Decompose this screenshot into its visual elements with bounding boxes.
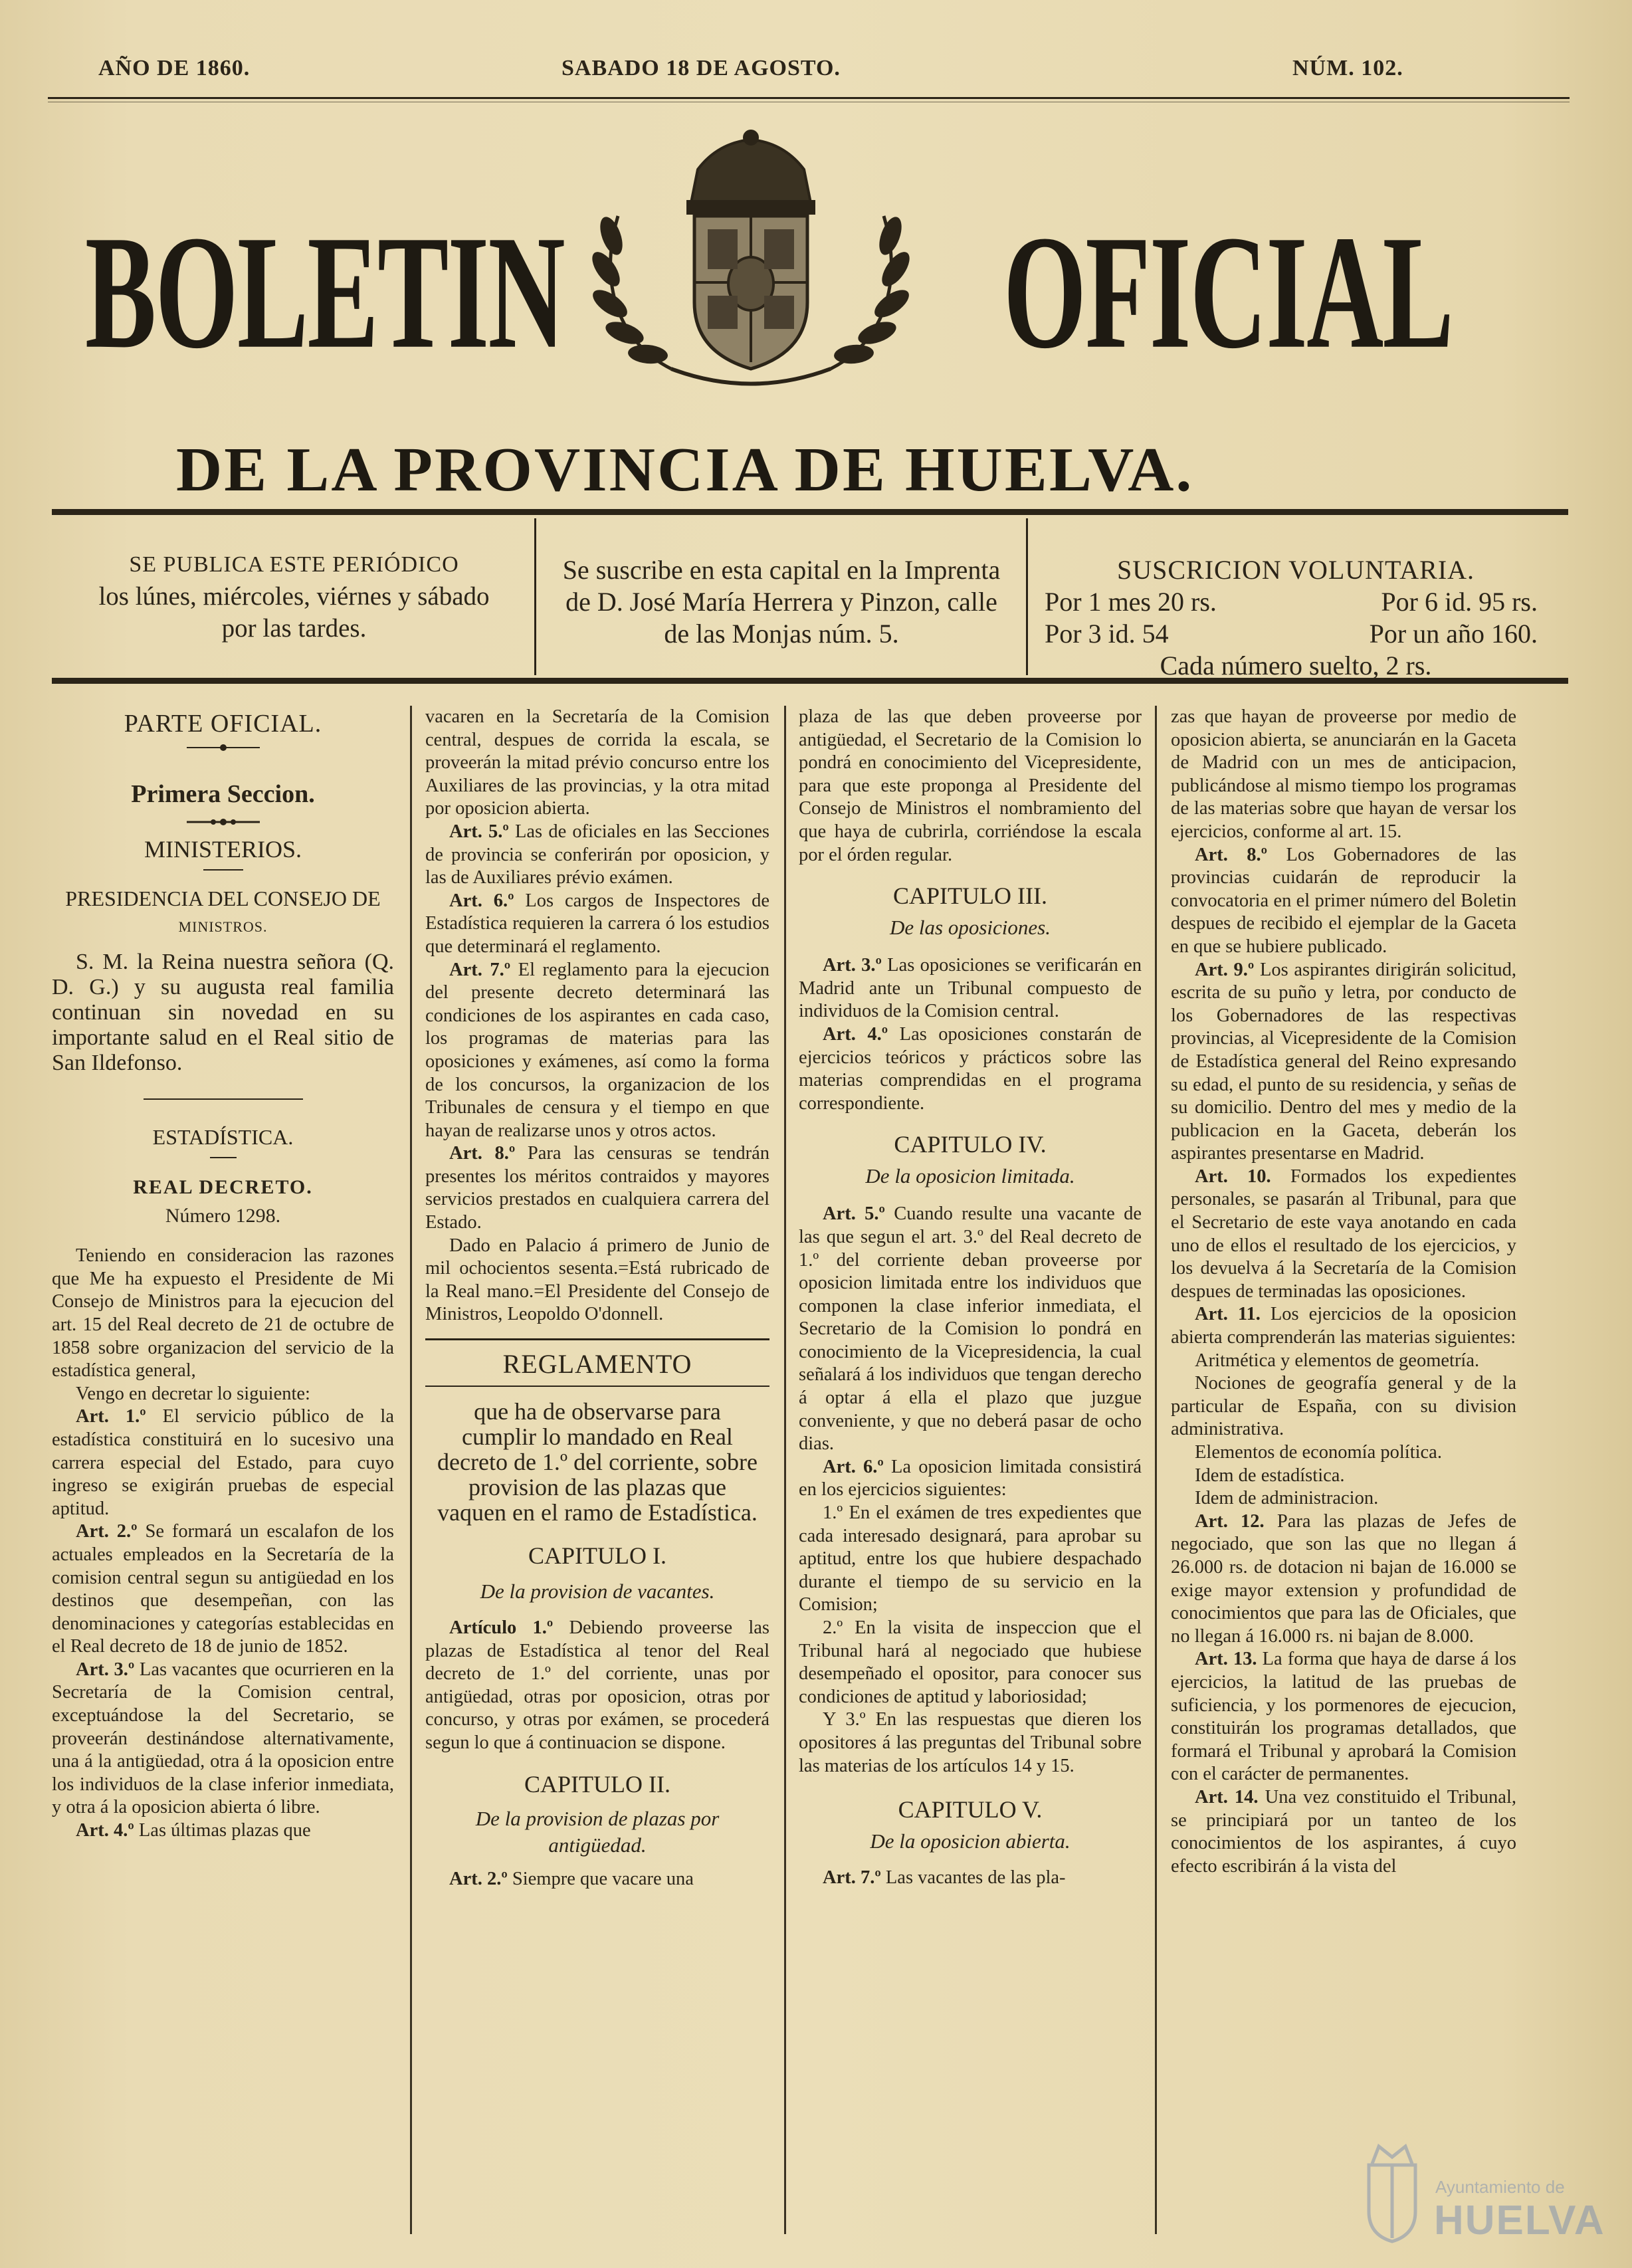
reglamento-article-3: Art. 3.º Las oposiciones se verificarán en Madrid ante un Tribunal compuesto de individuos de la Comision central. xyxy=(799,955,1142,1022)
reglamento-article-11: Art. 11. Los ejercicios de la oposicion abierta comprenderán las materias siguientes: xyxy=(1171,1304,1516,1348)
capitulo-2-heading: CAPITULO II. xyxy=(524,1770,670,1798)
reina-notice: S. M. la Reina nuestra señora (Q. D. G.) y su augusta real familia continuan sin novedad en su importante salud en el Real sitio de San Ildefonso. xyxy=(52,949,394,1075)
reglamento-article-13: Art. 13. La forma que haya de darse á los ejercicios, la latitud de las pruebas de suficiencia, y los pormenores de ejecucion, constituirán los programas detallados, que formará el Tribunal y aprobará la Comision con el carácter de permanentes. xyxy=(1171,1649,1516,1785)
primera-seccion-heading: Primera Seccion. xyxy=(131,780,315,808)
crown-shield-emblem-icon xyxy=(571,130,930,409)
reglamento-article-4: Art. 4.º Las oposiciones constarán de ejercicios teóricos y prácticos sobre las materias comprendidas en el programa correspondiente. xyxy=(799,1023,1142,1114)
masthead-subtitle: DE LA PROVINCIA DE HUELVA. xyxy=(176,435,1194,504)
price-1-year: Por un año 160. xyxy=(1369,619,1538,649)
reglamento-article-2: Art. 2.º Siempre que vacare una xyxy=(449,1868,694,1889)
subject-1: Aritmética y elementos de geometría. xyxy=(1195,1350,1480,1371)
capitulo-3-subtitle: De las oposiciones. xyxy=(890,916,1051,940)
voluntary-subscription-box xyxy=(1037,554,1555,682)
decree-article-2: Art. 2.º Se formará un escalafon de los actuales empleados en la Secretaría de la comision central segun su antigüedad en los destinos que desempeñan, con las denominaciones y categorías establecidas en el Real decreto de 18 de junio de 1852. xyxy=(52,1521,394,1657)
decree-article-6: Art. 6.º Los cargos de Inspectores de Estadística requieren la carrera ó los estudios que determinará el reglamento. xyxy=(425,890,769,957)
reglamento-article-9: Art. 9.º Los aspirantes dirigirán solicitud, escrita de su puño y letra, por conducto de los Gobernadores de las respectivas provincias, al Vicepresidente de la Comision de Estadística general del Reino expresando su edad, el punto de su residencia, y señas de su domicilio. Dentro del mes y medio de la publicacion en la Gaceta, deberán los aspirantes presentarse en Madrid. xyxy=(1171,959,1516,1164)
parte-oficial-heading: PARTE OFICIAL. xyxy=(124,710,322,738)
info-box-divider-2 xyxy=(1026,518,1028,675)
price-3-months: Por 3 id. 54 xyxy=(1045,619,1169,649)
section-rule xyxy=(144,1098,303,1100)
ministros-heading: MINISTROS. xyxy=(178,918,268,935)
subscription-line-1: Se suscribe en esta capital en la Imprenta xyxy=(562,555,1001,585)
decree-article-7: Art. 7.º El reglamento para la ejecucion del presente decreto determinará las condiciones de los aspirantes en cada caso, los programas de materias para las oposiciones y exámenes, así como la forma de los concursos, la organizacion de los Tribunales de censura y el tiempo en que hayan de realizarse unos y otros actos. xyxy=(425,959,769,1141)
archive-watermark xyxy=(1356,2138,1608,2251)
voluntary-title: SUSCRICION VOLUNTARIA. xyxy=(1116,555,1475,585)
reglamento-heading: REGLAMENTO xyxy=(502,1349,692,1380)
short-rule xyxy=(203,869,243,871)
decree-article-5: Art. 5.º Las de oficiales en las Secciones de provincia se conferirán por oposicion, y las de Auxiliares prévio exámen. xyxy=(425,821,769,888)
capitulo-5-heading: CAPITULO V. xyxy=(898,1796,1043,1823)
subject-4: Idem de estadística. xyxy=(1195,1465,1345,1486)
short-rule xyxy=(210,1157,237,1158)
capitulo-5-subtitle: De la oposicion abierta. xyxy=(870,1829,1071,1853)
article-7-continued: zas que hayan de proveerse por medio de oposicion abierta, se anunciarán en la Gaceta de Madrid con un mes de anticipacion, publicándose al mismo tiempo los programas de las materias sobre que hayan de versar los ejercicios, conforme al art. 15. xyxy=(1171,706,1516,842)
info-box-top-rule xyxy=(52,509,1568,515)
capitulo-4-subtitle: De la oposicion limitada. xyxy=(865,1164,1075,1188)
decree-signature: Dado en Palacio á primero de Junio de mil ochocientos sesenta.=Está rubricado de la Real mano.=El Presidente del Consejo de Ministros, Leopoldo O'donnell. xyxy=(425,1235,769,1325)
subject-2: Nociones de geografía general y de la particular de España, con su division administrativa. xyxy=(1171,1373,1516,1440)
reglamento-rule-lower xyxy=(425,1386,769,1387)
watermark-line-2: HUELVA xyxy=(1434,2198,1605,2243)
reglamento-article-10: Art. 10. Formados los expedientes personales, se pasarán al Tribunal, para que el Secretario de este vaya anotando en cada uno de ellos el resultado de los ejercicios, y los devuelva á la Secretaría de la Comision despues de terminadas las oposiciones. xyxy=(1171,1166,1516,1302)
price-6-months: Por 6 id. 95 rs. xyxy=(1381,587,1538,617)
publication-line-3: por las tardes. xyxy=(221,614,367,643)
exercise-2: 2.º En la visita de inspeccion que el Tribunal hará al negociado que hubiese desempeñado el opositor, para conocer sus condiciones de aptitud y laboriosidad; xyxy=(799,1617,1142,1707)
reglamento-article-8: Art. 8.º Los Gobernadores de las provincias cuidarán de reproducir la convocatoria en el primer número del Boletin despues de recibido el ejemplar de la Gaceta en que se hubiere publicado. xyxy=(1171,844,1516,957)
column-2 xyxy=(425,706,769,2234)
subject-3: Elementos de economía política. xyxy=(1195,1442,1442,1463)
decree-paragraph-1: Teniendo en consideracion las razones que Me ha expuesto el Presidente de Mi Consejo de Ministros para la ejecucion del art. 15 del Real decreto de 21 de octubre de 1858 sobre organizacion del servicio de la estadística general, xyxy=(52,1245,394,1382)
decree-article-8: Art. 8.º Para las censuras se tendrán presentes los méritos contraidos y mayores servicios prestados en cualquiera carrera del Estado. xyxy=(425,1143,769,1233)
issue-number: NÚM. 102. xyxy=(1292,56,1403,80)
watermark-line-1: Ayuntamiento de xyxy=(1435,2177,1565,2197)
reglamento-article-14: Art. 14. Una vez constituido el Tribunal, se principiará por un tanteo de los conocimientos de los aspirantes, á cuyo efecto escribirán á la vista del xyxy=(1171,1786,1516,1877)
subscription-place-box xyxy=(542,554,1021,650)
reglamento-article-7: Art. 7.º Las vacantes de las pla- xyxy=(823,1867,1066,1889)
decree-continued: vacaren en la Secretaría de la Comision central, despues de corrida la escala, se proveerán la mitad prévio concurso entre los Auxiliares de las provincias, y la otra mitad por oposicion abierta. xyxy=(425,706,769,819)
exercise-1: 1.º En el exámen de tres expedientes que cada interesado designará, para aprobar su aptitud, entre los que hubiere despachado durante el tiempo de su servicio en la Comision; xyxy=(799,1502,1142,1615)
price-1-month: Por 1 mes 20 rs. xyxy=(1045,587,1217,617)
reglamento-article-5: Art. 5.º Cuando resulte una vacante de las que segun el art. 3.º del Real decreto de 1.º del corriente deban proveerse por oposicion limitada entre los individuos que componen la clase inferior inmediata, el Secretario de la Comision lo pondrá en conocimiento de la Vicepresidencia, la cual señalará á los individuos que tengan derecho á optar á ella el plazo que juzgue conveniente, y que no deberá pasar de ocho dias. xyxy=(799,1203,1142,1455)
ornament-divider-icon xyxy=(187,817,260,827)
subscription-line-3: de las Monjas núm. 5. xyxy=(664,619,899,649)
reglamento-article-6: Art. 6.º La oposicion limitada consistirá en los ejercicios siguientes: xyxy=(799,1456,1142,1500)
decree-article-4: Art. 4.º Las últimas plazas que xyxy=(76,1820,311,1841)
top-rule xyxy=(48,97,1570,99)
column-divider-3 xyxy=(1155,706,1157,2234)
column-divider-1 xyxy=(410,706,412,2234)
publication-line-2: los lúnes, miércoles, viérnes y sábado xyxy=(98,582,490,611)
capitulo-2-subtitle: De la provision de plazas por antigüedad. xyxy=(475,1806,720,1857)
capitulo-3-heading: CAPITULO III. xyxy=(893,882,1047,910)
decree-article-1: Art. 1.º El servicio público de la estadística constituirá en lo sucesivo una carrera especial del Estado, para cuyo ingreso se exigirán pruebas de especial aptitud. xyxy=(52,1406,394,1519)
column-3 xyxy=(799,706,1142,2234)
column-4 xyxy=(1171,706,1516,2234)
capitulo-1-heading: CAPITULO I. xyxy=(528,1542,666,1570)
masthead-left: BOLETIN xyxy=(85,202,564,383)
decree-paragraph-2: Vengo en decretar lo siguiente: xyxy=(76,1383,310,1404)
publication-line-1: SE PUBLICA ESTE PERIÓDICO xyxy=(129,552,459,577)
reglamento-rule xyxy=(425,1338,769,1340)
city-coat-of-arms-icon xyxy=(1356,2138,1429,2245)
real-decreto-heading: REAL DECRETO. xyxy=(133,1176,313,1198)
issue-date: SABADO 18 DE AGOSTO. xyxy=(561,56,841,80)
subject-5: Idem de administracion. xyxy=(1195,1488,1379,1509)
estadistica-heading: ESTADÍSTICA. xyxy=(152,1124,294,1149)
reglamento-continued: plaza de las que deben proveerse por antigüedad, el Secretario de la Comision lo pondrá en conocimiento del Vicepresidente, para que este proponga al Presidente del Consejo de Ministros el nombramiento del que haya de cubrirla, corriéndose la escala por el órden regular. xyxy=(799,706,1142,865)
price-single-issue: Cada número suelto, 2 rs. xyxy=(1160,651,1432,680)
decree-article-3: Art. 3.º Las vacantes que ocurrieren en la Secretaría de la Comision central, exceptuándose la del Secretario, se proveerán destinándose alternativamente, una á la antigüedad, otra á la oposicion entre los individuos de la clase inferior inmediata, y otra á la oposicion abierta ó libre. xyxy=(52,1659,394,1818)
exercise-3: Y 3.º En las respuestas que dieren los opositores á las preguntas del Tribunal sobre las materias de los artículos 14 y 15. xyxy=(799,1709,1142,1776)
masthead-right: OFICIAL xyxy=(1003,202,1453,383)
reglamento-intro: que ha de observarse para cumplir lo mandado en Real decreto de 1.º del corriente, sobre provision de las plazas que vaquen en el ramo de Estadística. xyxy=(437,1398,758,1526)
capitulo-1-subtitle: De la provision de vacantes. xyxy=(480,1580,715,1603)
capitulo-4-heading: CAPITULO IV. xyxy=(894,1131,1047,1158)
column-1 xyxy=(52,706,394,2234)
ministerios-heading: MINISTERIOS. xyxy=(144,836,302,863)
subscription-line-2: de D. José María Herrera y Pinzon, calle xyxy=(565,587,997,617)
column-divider-2 xyxy=(784,706,786,2234)
info-box-divider-1 xyxy=(534,518,536,675)
decree-number: Número 1298. xyxy=(165,1204,281,1227)
issue-year: AÑO DE 1860. xyxy=(98,56,251,80)
reglamento-article-12: Art. 12. Para las plazas de Jefes de negociado, que son las que no llegan á 26.000 rs. de dotacion ni bajan de 16.000 se exige mayor extension y profundidad de conocimientos que para las de Oficiales, que no llegan á 16.000 rs. ni bajan de 8.000. xyxy=(1171,1510,1516,1647)
presidencia-heading: PRESIDENCIA DEL CONSEJO DE xyxy=(65,886,381,910)
ornament-divider-icon xyxy=(187,743,260,752)
publication-box xyxy=(60,549,528,645)
reglamento-article-1: Artículo 1.º Debiendo proveerse las plazas de Estadística al tenor del Real decreto de 1.º del corriente, unas por antigüedad, otras por oposicion, otras por concurso, y otras por exámen, se procederá segun lo que á continuacion se dispone. xyxy=(425,1617,769,1753)
